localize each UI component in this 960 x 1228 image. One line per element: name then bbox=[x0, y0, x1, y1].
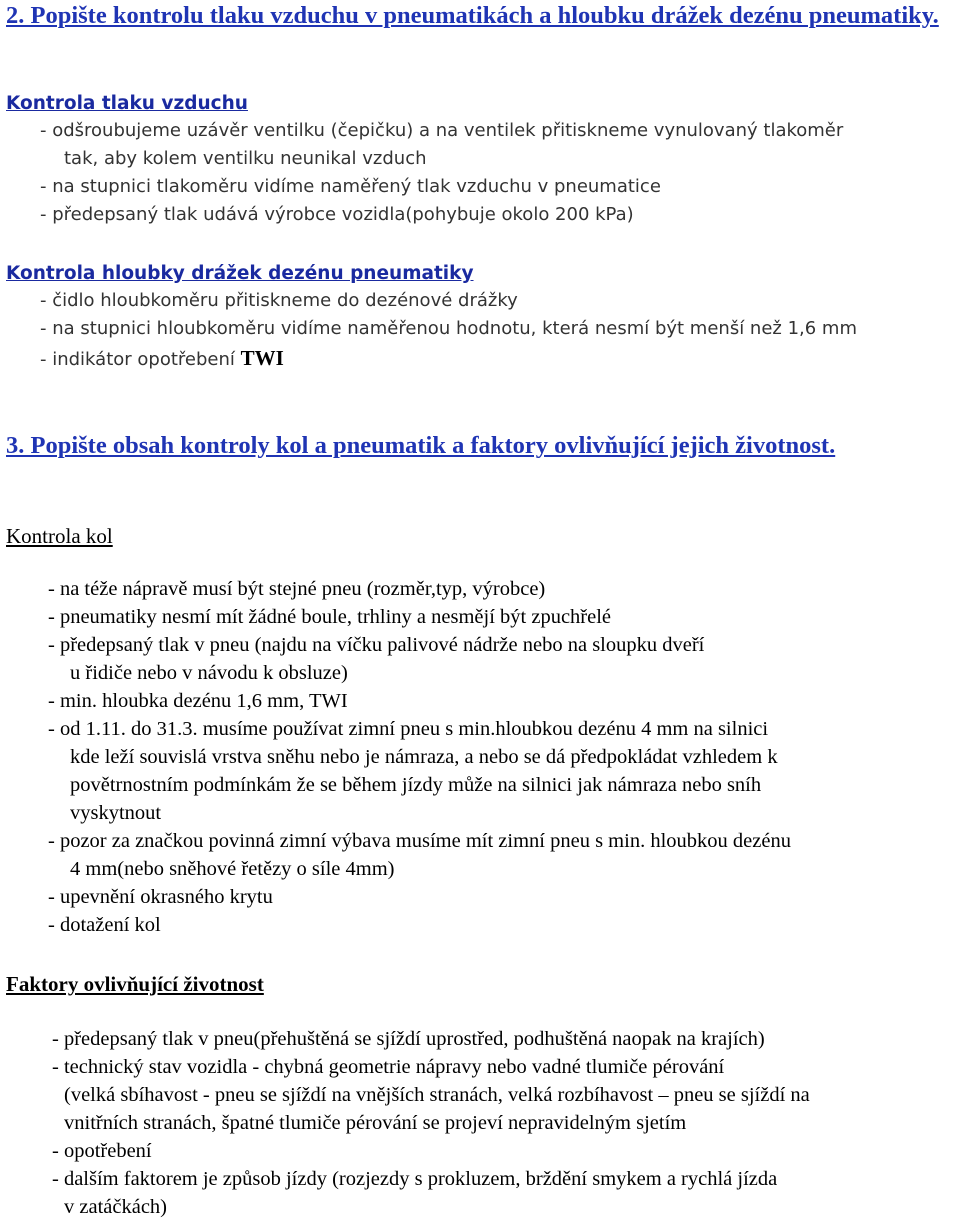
list-item bbox=[40, 346, 284, 371]
list-item: - dalším faktorem je způsob jízdy (rozjezdy s prokluzem, brždění smykem a rychlá jízda bbox=[52, 1168, 778, 1190]
list-item: vyskytnout bbox=[70, 802, 162, 824]
question-2-heading: 2. Popište kontrolu tlaku vzduchu v pneumatikách a hloubku drážek dezénu pneumatiky. bbox=[6, 2, 939, 29]
hloubka-heading: Kontrola hloubky drážek dezénu pneumatiky bbox=[6, 263, 474, 284]
faktory-heading-text: Faktory ovlivňující životnost bbox=[6, 972, 264, 996]
list-item: tak, aby kolem ventilku neunikal vzduch bbox=[64, 148, 427, 169]
twi-label: - indikátor opotřebení bbox=[40, 349, 235, 370]
question-3-heading: 3. Popište obsah kontroly kol a pneumatik a faktory ovlivňující jejich životnost. bbox=[6, 432, 836, 459]
list-item: - min. hloubka dezénu 1,6 mm, TWI bbox=[48, 690, 348, 712]
kol-heading: Kontrola kol bbox=[6, 524, 113, 548]
list-item: - na stupnici hloubkoměru vidíme naměřenou hodnotu, která nesmí být menší než 1,6 mm bbox=[40, 318, 857, 339]
list-item: - předepsaný tlak v pneu(přehuštěná se sjíždí uprostřed, podhuštěná naopak na krajích) bbox=[52, 1028, 765, 1050]
list-item: - dotažení kol bbox=[48, 914, 161, 936]
list-item: - odšroubujeme uzávěr ventilku (čepičku) a na ventilek přitiskneme vynulovaný tlakoměr bbox=[40, 120, 844, 141]
list-item: - předepsaný tlak udává výrobce vozidla(pohybuje okolo 200 kPa) bbox=[40, 204, 634, 225]
list-item: kde leží souvislá vrstva sněhu nebo je námraza, a nebo se dá předpokládat vzhledem k bbox=[70, 746, 778, 768]
list-item: (velká sbíhavost - pneu se sjíždí na vnějších stranách, velká rozbíhavost – pneu se sjíždí na bbox=[64, 1084, 810, 1106]
list-item: vnitřních stranách, špatné tlumiče pérování se projeví nepravidelným sjetím bbox=[64, 1112, 687, 1134]
twi-abbreviation: TWI bbox=[240, 346, 284, 370]
list-item: u řidiče nebo v návodu k obsluze) bbox=[70, 662, 348, 684]
list-item: v zatáčkách) bbox=[64, 1196, 167, 1218]
list-item: povětrnostním podmínkám že se během jízdy může na silnici jak námraza nebo sníh bbox=[70, 774, 762, 796]
list-item: - na téže nápravě musí být stejné pneu (rozměr,typ, výrobce) bbox=[48, 578, 546, 600]
list-item: 4 mm(nebo sněhové řetězy o síle 4mm) bbox=[70, 858, 395, 880]
list-item: - na stupnici tlakoměru vidíme naměřený tlak vzduchu v pneumatice bbox=[40, 176, 661, 197]
list-item: - předepsaný tlak v pneu (najdu na víčku palivové nádrže nebo na sloupku dveří bbox=[48, 634, 705, 656]
list-item: - pozor za značkou povinná zimní výbava musíme mít zimní pneu s min. hloubkou dezénu bbox=[48, 830, 791, 852]
list-item: - technický stav vozidla - chybná geometrie nápravy nebo vadné tlumiče pérování bbox=[52, 1056, 725, 1078]
faktory-heading bbox=[6, 972, 264, 996]
list-item: - od 1.11. do 31.3. musíme používat zimní pneu s min.hloubkou dezénu 4 mm na silnici bbox=[48, 718, 769, 740]
list-item: - opotřebení bbox=[52, 1140, 152, 1162]
list-item: - upevnění okrasného krytu bbox=[48, 886, 273, 908]
list-item: - pneumatiky nesmí mít žádné boule, trhliny a nesmějí být zpuchřelé bbox=[48, 606, 612, 628]
tlak-heading: Kontrola tlaku vzduchu bbox=[6, 93, 248, 114]
list-item: - čidlo hloubkoměru přitiskneme do dezénové drážky bbox=[40, 290, 518, 311]
